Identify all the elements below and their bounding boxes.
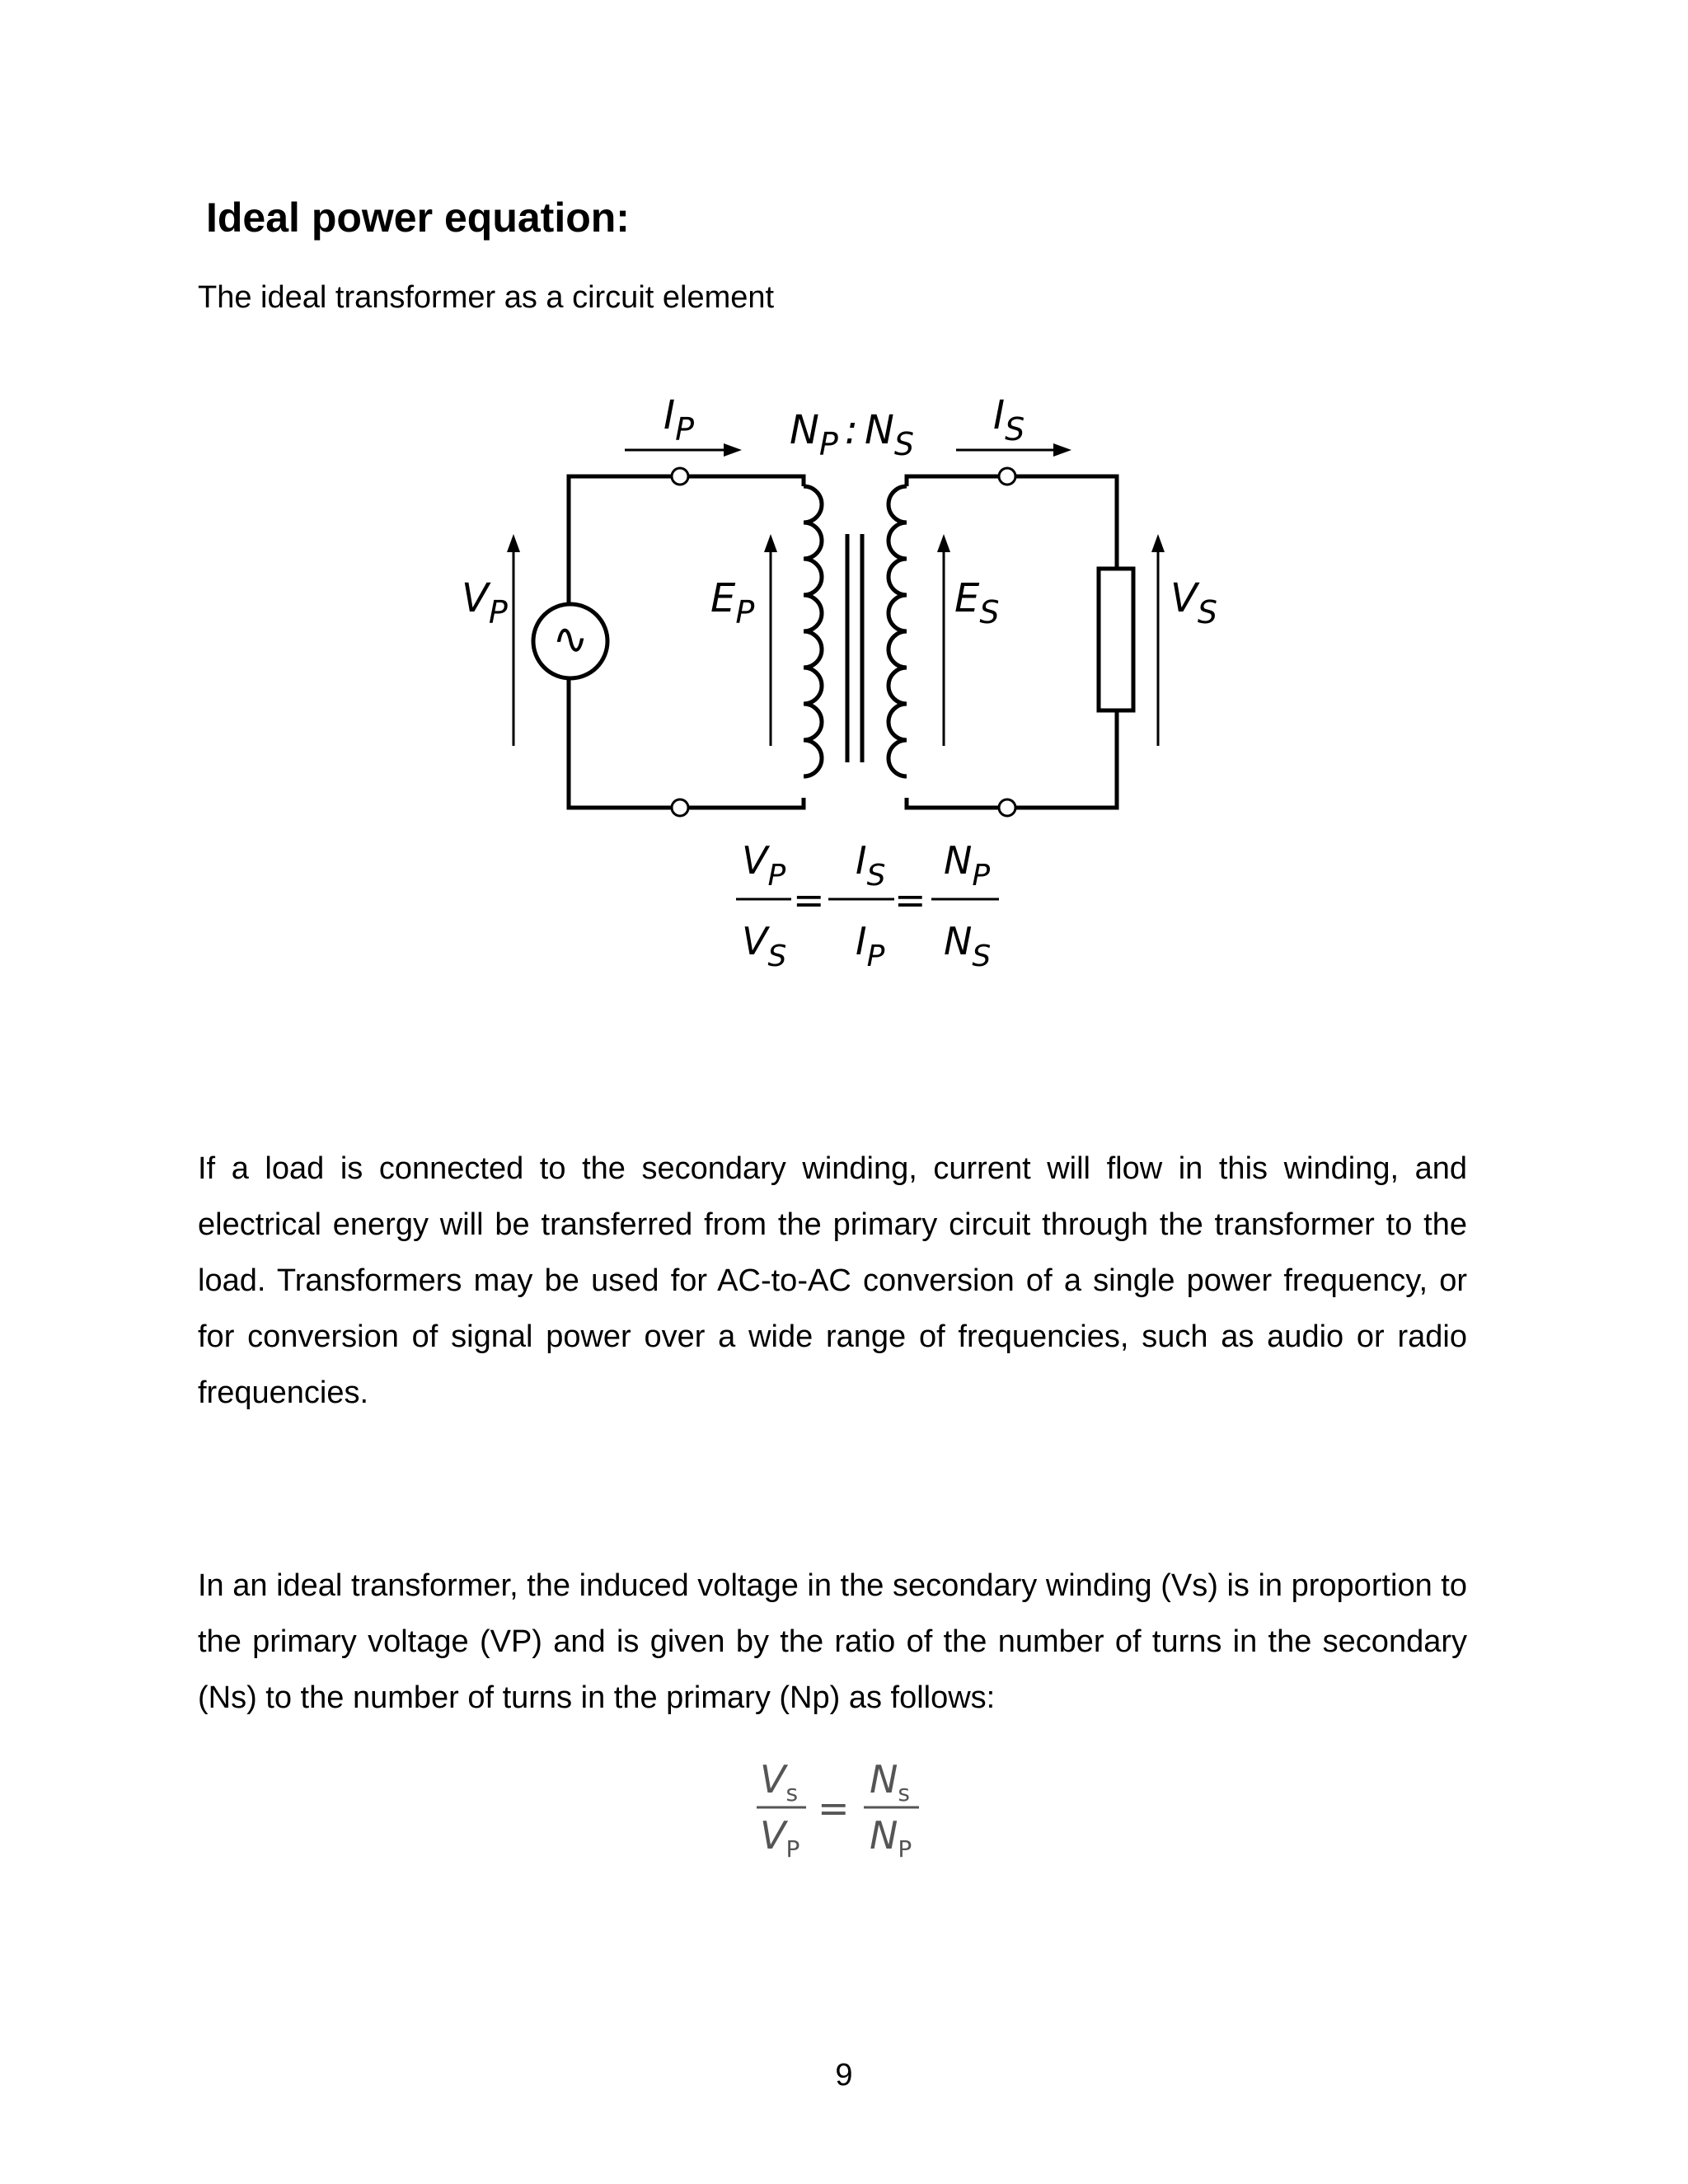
is-arrowhead — [1053, 443, 1071, 457]
es-arrowhead — [937, 534, 950, 552]
terminal-secondary-bottom — [999, 799, 1015, 816]
vp-arrowhead — [507, 534, 520, 552]
primary-coil — [804, 486, 822, 776]
label-ep: $E_P$ — [710, 575, 755, 630]
page-number: 9 — [835, 2058, 853, 2093]
secondary-coil — [889, 486, 907, 776]
terminal-primary-top — [672, 468, 688, 485]
label-ip: $I_P$ — [663, 392, 695, 448]
eq2-vs: $V_s$ — [760, 1757, 799, 1807]
load-resistor — [1099, 569, 1133, 710]
paragraph-load-connection: If a load is connected to the secondary winding, current will flow in this winding, and electrical energy will be transferred from the primary circuit through the transformer to the load. Transformers may be used for AC-to-AC conversion of a single power frequency, or for conversion of signal power over a wide range of frequencies, such as audio or radio frequencies. — [198, 1151, 1467, 1410]
eq2-vp: $V_P$ — [760, 1813, 800, 1863]
eq2-equals: = — [818, 1786, 850, 1830]
label-es: $E_S$ — [954, 575, 1000, 630]
page-heading: Ideal power equation: — [206, 194, 630, 241]
eq1-is: $I_S$ — [856, 838, 886, 893]
terminal-primary-bottom — [672, 799, 688, 816]
voltage-turns-equation — [757, 1757, 919, 1863]
eq1-ip: $I_P$ — [856, 919, 885, 973]
source-symbol: ∿ — [552, 615, 588, 664]
eq1-equals-1: = — [793, 878, 825, 922]
label-vs: $V_S$ — [1170, 575, 1217, 630]
eq1-vs: $V_S$ — [742, 919, 787, 973]
eq1-np: $N_P$ — [944, 838, 991, 893]
eq1-equals-2: = — [894, 878, 926, 922]
label-vp: $V_P$ — [462, 575, 508, 630]
ep-arrowhead — [764, 534, 777, 552]
secondary-wire — [907, 476, 1117, 808]
ip-arrowhead — [724, 443, 742, 457]
ratio-equation — [736, 838, 999, 973]
eq1-ns: $N_S$ — [944, 919, 992, 973]
eq2-ns: $N_s$ — [870, 1757, 911, 1807]
label-is: $I_S$ — [993, 392, 1025, 448]
terminal-secondary-top — [999, 468, 1015, 485]
diagram-caption: The ideal transformer as a circuit element — [198, 280, 775, 315]
vs-arrowhead — [1151, 534, 1165, 552]
paragraph-ideal-transformer: In an ideal transformer, the induced voltage in the secondary winding (Vs) is in proportion to the primary voltage (VP) and is given by the ratio of the number of turns in the secondary (Ns) to the number of turns in the primary (Np) as follows: — [198, 1568, 1467, 1715]
eq1-vp: $V_P$ — [742, 838, 786, 893]
eq2-np: $N_P$ — [870, 1813, 912, 1863]
label-turns-ratio: $N_P$ : $N_S$ — [790, 407, 915, 462]
